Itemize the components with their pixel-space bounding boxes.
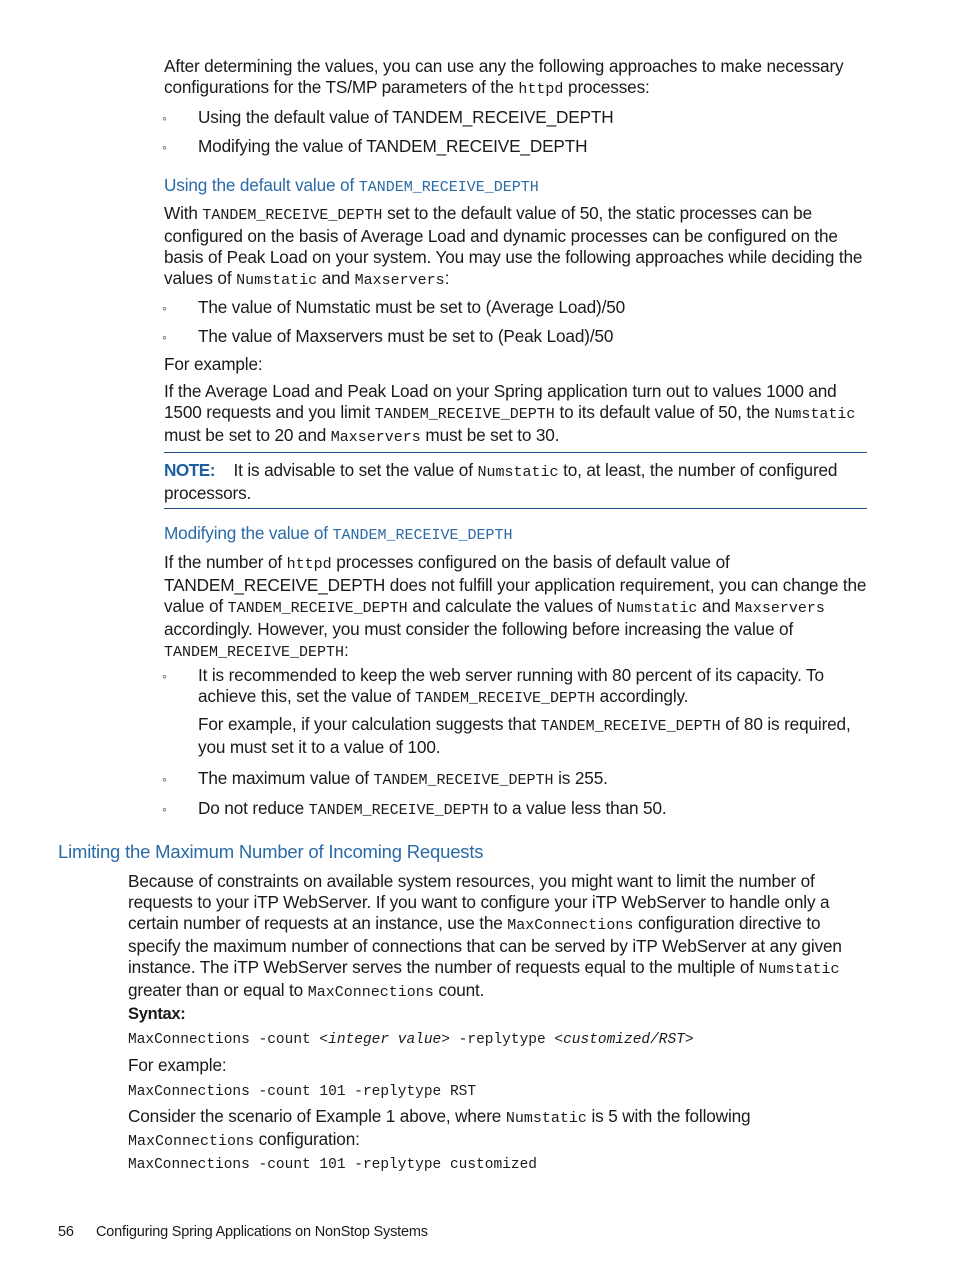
code: Maxservers [354,272,445,289]
bullet-icon: ◦ [162,668,167,684]
text: configuration: [254,1129,360,1149]
recommend-item [198,665,870,709]
text: : [344,640,349,660]
for-example-label: For example: [128,1055,227,1075]
text: configuration directive to specify the maximum number of connections that can be served by iTP WebServer at any given instance. The iTP WebServer serves the number of requests equal to the multiple of [128,913,842,977]
text: and calculate the values of [407,596,617,616]
text: is 5 with the following [586,1106,751,1126]
code-example-rst: MaxConnections -count 101 -replytype RST [128,1084,477,1100]
code: Numstatic [505,1110,587,1127]
modify-paragraph [164,552,870,663]
bullet-icon: ◦ [162,771,167,787]
code: Maxservers [330,429,421,446]
approach-item-default: Using the default value of TANDEM_RECEIVE_DEPTH [198,107,614,127]
code: Numstatic [616,600,698,617]
text: count. [433,980,485,1000]
code: MaxConnections [307,984,434,1001]
text: The maximum value of [198,768,374,788]
code-example-customized: MaxConnections -count 101 -replytype customized [128,1157,537,1173]
text: accordingly. However, you must consider the following before increasing the value of [164,619,794,639]
text: If the number of [164,552,287,572]
note-bottom-rule [164,508,867,509]
text: : [444,268,450,288]
code: Numstatic [477,464,559,481]
text: With [164,203,203,223]
code: > [684,1032,694,1048]
bullet-icon: ◦ [162,300,167,316]
example-paragraph [164,381,870,448]
numstatic-rule: The value of Numstatic must be set to (Average Load)/50 [198,297,626,317]
section-heading-limiting: Limiting the Maximum Number of Incoming Requests [58,841,484,862]
code: TANDEM_RECEIVE_DEPTH [164,644,345,661]
page-number: 56 [58,1224,74,1240]
code: TANDEM_RECEIVE_DEPTH [374,406,555,423]
code: TANDEM_RECEIVE_DEPTH [227,600,408,617]
text: Consider the scenario of Example 1 above, where [128,1106,506,1126]
page-footer [58,1222,428,1242]
text: Because of constraints on available system resources, you might want to limit the number of requests to your iTP WebServer. If you want to configure your iTP WebServer to handle only a certain number of requests at an instance, use the [128,871,830,933]
code: Numstatic [758,961,840,978]
code: Maxservers [734,600,825,617]
text: For example, if your calculation suggests that [198,714,541,734]
text: is 255. [553,768,608,788]
limit-paragraph [128,871,873,1003]
heading-text: Modifying the value of [164,523,333,543]
text: and [697,596,735,616]
heading-modify-value [164,523,513,546]
note-label: NOTE: [164,460,215,480]
code: TANDEM_RECEIVE_DEPTH [202,207,383,224]
heading-default-value [164,175,539,198]
code: httpd [286,556,332,573]
text: to its default value of 50, the [554,402,775,422]
syntax-code [128,1030,694,1050]
code: TANDEM_RECEIVE_DEPTH [540,718,721,735]
text: set to the default value of 50, the static processes can be configured on the basis of Average Load and dynamic processes can be configured on the basis of Peak Load on your system. You may use the following approaches while deciding the values of [164,203,863,288]
text: accordingly. [595,686,689,706]
code-placeholder: customized/RST [563,1032,685,1048]
text: Do not reduce [198,798,309,818]
code: TANDEM_RECEIVE_DEPTH [308,802,489,819]
text: and [317,268,355,288]
code-placeholder: integer value [328,1032,442,1048]
heading-code: TANDEM_RECEIVE_DEPTH [358,179,539,196]
text: to a value less than 50. [488,798,667,818]
intro-paragraph [164,56,870,100]
text: of 80 is required, you must set it to a value of 100. [198,714,851,757]
chapter-title: Configuring Spring Applications on NonStop Systems [96,1224,428,1240]
code: MaxConnections -count < [128,1032,329,1048]
text: processes configured on the basis of default value of TANDEM_RECEIVE_DEPTH does not fulfill your application requirement, you can change the value of [164,552,867,616]
bullet-icon: ◦ [162,110,167,126]
max-value-item [198,768,870,791]
code: TANDEM_RECEIVE_DEPTH [373,772,554,789]
min-value-item [198,798,870,821]
maxservers-rule: The value of Maxservers must be set to (Peak Load)/50 [198,326,614,346]
text: If the Average Load and Peak Load on your Spring application turn out to values 1000 and 1500 requests and you limit [164,381,837,422]
syntax-label: Syntax: [128,1005,186,1023]
scenario-paragraph [128,1106,873,1152]
code: TANDEM_RECEIVE_DEPTH [415,690,596,707]
heading-code: TANDEM_RECEIVE_DEPTH [332,527,513,544]
bullet-icon: ◦ [162,329,167,345]
text: must be set to 30. [420,425,560,445]
text: to, at least, the number of configured processors. [164,460,838,503]
for-example-label: For example: [164,354,263,374]
heading-text: Using the default value of [164,175,359,195]
note [164,460,870,504]
intro-text-end: processes: [563,77,650,97]
note-top-rule [164,452,867,453]
code: Numstatic [236,272,318,289]
text: greater than or equal to [128,980,308,1000]
bullet-icon: ◦ [162,139,167,155]
text: It is advisable to set the value of [233,460,478,480]
default-paragraph [164,203,870,291]
code: MaxConnections [507,917,634,934]
code: > -replytype < [441,1032,564,1048]
code: MaxConnections [128,1133,255,1150]
intro-text: After determining the values, you can use any the following approaches to make necessary configurations for the TS/MP parameters of the [164,56,844,97]
text: must be set to 20 and [164,425,331,445]
code: Numstatic [774,406,856,423]
recommend-example [198,714,870,758]
text: It is recommended to keep the web server running with 80 percent of its capacity. To achieve this, set the value of [198,665,824,706]
bullet-icon: ◦ [162,801,167,817]
approach-item-modify: Modifying the value of TANDEM_RECEIVE_DEPTH [198,136,588,156]
code-httpd: httpd [518,81,564,98]
